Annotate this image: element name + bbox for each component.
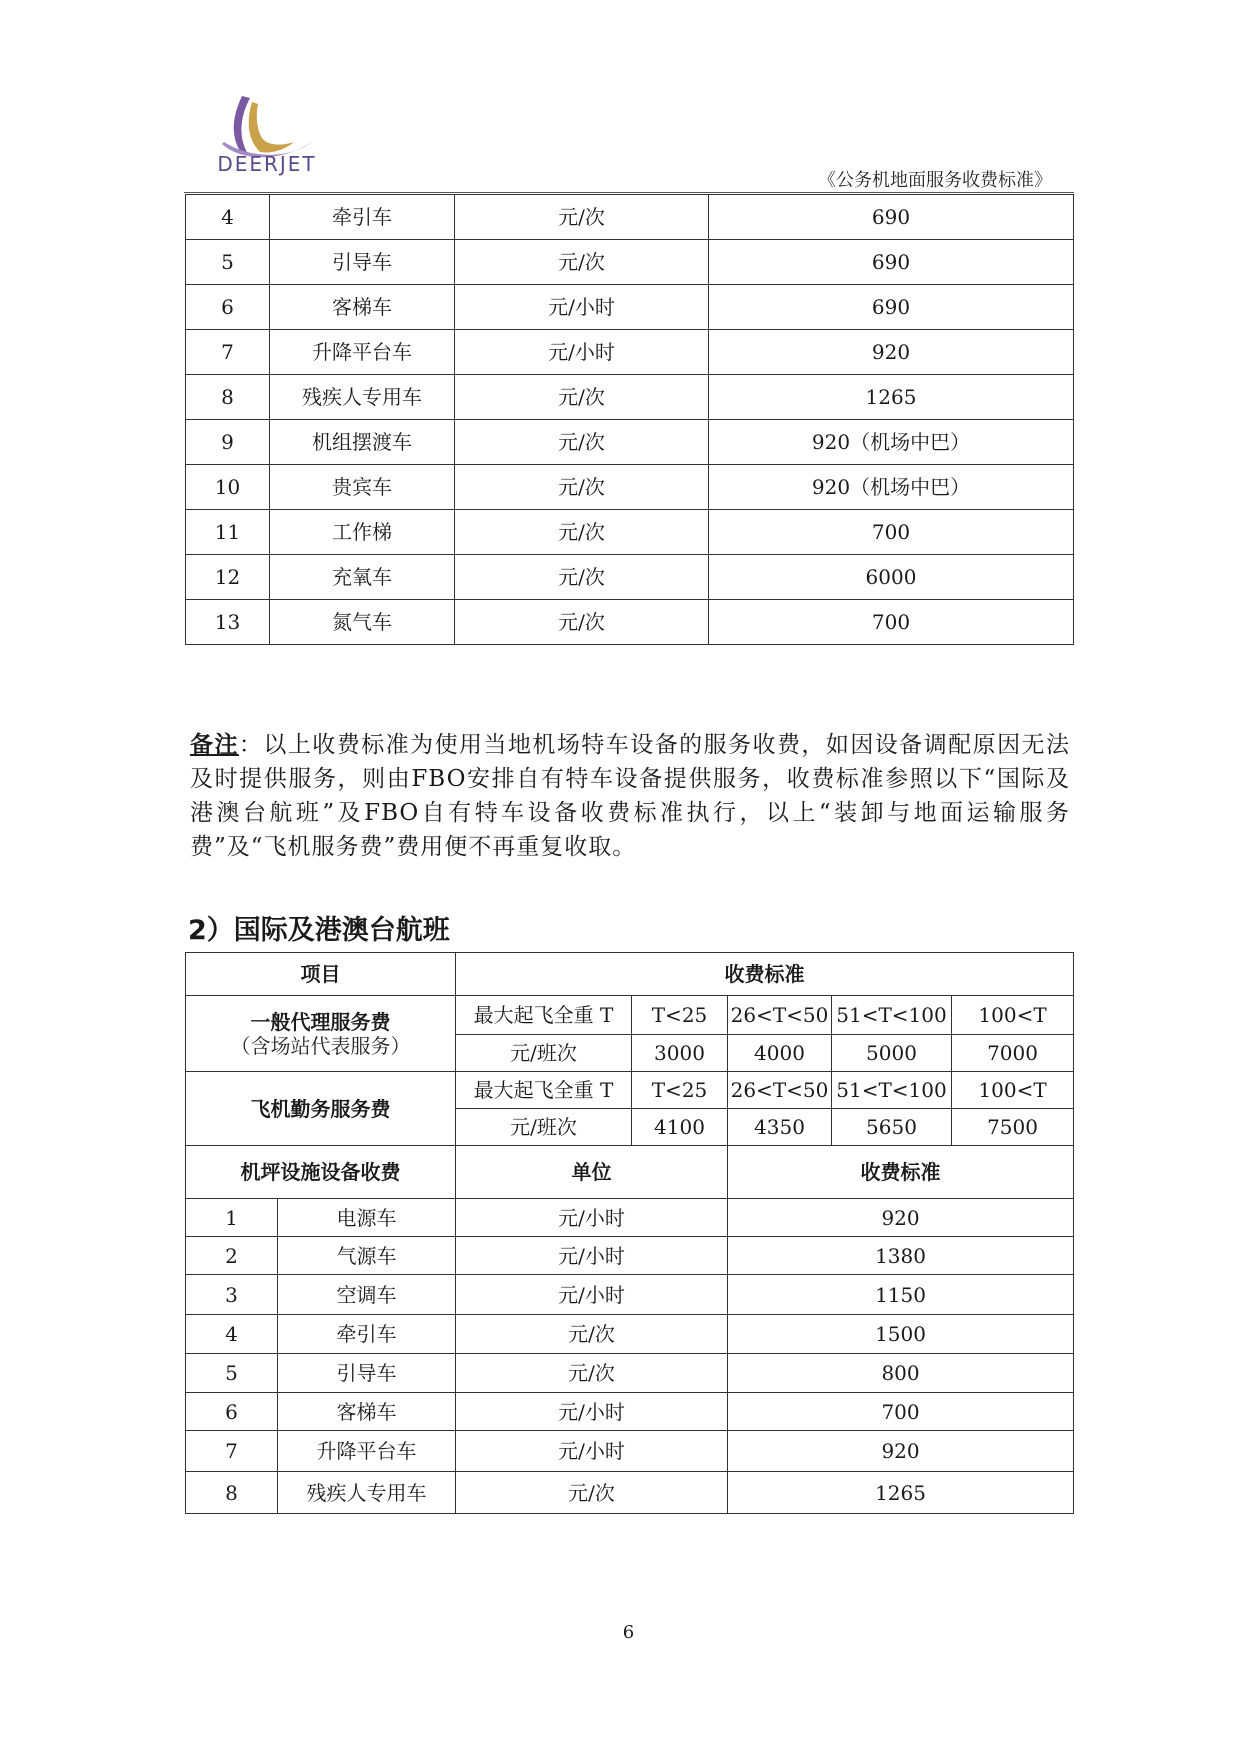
fee: 920 [728,1199,1074,1237]
price-cell: 4100 [632,1109,728,1146]
fee: 700 [709,600,1074,645]
table-row [186,1354,1074,1393]
general-agency-subtitle: （含场站代表服务） [230,1033,411,1058]
weight-range: 100<T [952,1072,1074,1109]
table-row [186,1237,1074,1275]
unit: 元/次 [455,510,709,555]
row-number: 8 [186,375,270,420]
table-header-row [186,953,1074,996]
unit-label: 元/班次 [456,1035,632,1072]
fee: 690 [709,240,1074,285]
table-row [186,375,1074,420]
international-fee-table [185,952,1074,1514]
aircraft-service-row [186,1072,1074,1109]
equipment-name: 机组摆渡车 [270,420,455,465]
table-row [186,1275,1074,1315]
unit: 元/次 [456,1472,728,1514]
price-cell: 7500 [952,1109,1074,1146]
page-number: 6 [622,1622,635,1643]
fee: 920 [728,1431,1074,1472]
weight-label: 最大起飞全重 T [456,996,632,1035]
table-row [186,1393,1074,1431]
price-cell: 5650 [832,1109,952,1146]
equipment-name: 充氧车 [270,555,455,600]
table-row [186,1315,1074,1354]
row-number: 13 [186,600,270,645]
unit: 元/次 [455,420,709,465]
equipment-name: 电源车 [278,1199,456,1237]
equipment-header-item: 机坪设施设备收费 [186,1146,456,1199]
table-row [186,600,1074,645]
unit: 元/次 [455,375,709,420]
row-number: 10 [186,465,270,510]
price-cell: 7000 [952,1035,1074,1072]
document-title: 《公务机地面服务收费标准》 [818,170,1052,191]
logo-text: DEERJET [217,152,317,176]
fee: 1380 [728,1237,1074,1275]
equipment-name: 引导车 [278,1354,456,1393]
table-row [186,195,1074,240]
equipment-name: 工作梯 [270,510,455,555]
row-number: 7 [186,1431,278,1472]
unit: 元/次 [455,600,709,645]
unit: 元/小时 [456,1275,728,1315]
weight-range: 26<T<50 [728,1072,832,1109]
row-number: 12 [186,555,270,600]
unit: 元/次 [456,1354,728,1393]
table-row [186,330,1074,375]
remark-label: 备注 [190,731,239,758]
row-number: 9 [186,420,270,465]
fee: 800 [728,1354,1074,1393]
equipment-name: 牵引车 [270,195,455,240]
row-number: 5 [186,240,270,285]
domestic-equipment-fee-table [185,194,1074,645]
fee: 6000 [709,555,1074,600]
section-heading: 2）国际及港澳台航班 [188,915,450,946]
fee: 920（机场中巴） [709,465,1074,510]
equipment-name: 客梯车 [270,285,455,330]
header-fee-standard: 收费标准 [456,953,1074,996]
fee: 1265 [728,1472,1074,1514]
table-row [186,285,1074,330]
table-row [186,1472,1074,1514]
unit-label: 元/班次 [456,1109,632,1146]
fee: 920 [709,330,1074,375]
unit: 元/次 [455,240,709,285]
fee: 1500 [728,1315,1074,1354]
equipment-name: 升降平台车 [270,330,455,375]
weight-range: 51<T<100 [832,996,952,1035]
weight-label: 最大起飞全重 T [456,1072,632,1109]
row-number: 4 [186,1315,278,1354]
fee: 690 [709,195,1074,240]
row-number: 8 [186,1472,278,1514]
row-number: 2 [186,1237,278,1275]
equipment-header-fee: 收费标准 [728,1146,1074,1199]
general-agency-cell [186,996,456,1072]
table-row [186,1199,1074,1237]
general-agency-title: 一般代理服务费 [250,1009,391,1034]
equipment-header-unit: 单位 [456,1146,728,1199]
price-cell: 3000 [632,1035,728,1072]
equipment-name: 残疾人专用车 [278,1472,456,1514]
row-number: 5 [186,1354,278,1393]
table-row [186,555,1074,600]
fee: 690 [709,285,1074,330]
fee: 1265 [709,375,1074,420]
fee: 920（机场中巴） [709,420,1074,465]
fee: 700 [728,1393,1074,1431]
row-number: 1 [186,1199,278,1237]
equipment-name: 引导车 [270,240,455,285]
row-number: 7 [186,330,270,375]
weight-range: T<25 [632,996,728,1035]
equipment-name: 客梯车 [278,1393,456,1431]
row-number: 4 [186,195,270,240]
unit: 元/小时 [456,1393,728,1431]
general-agency-row [186,996,1074,1035]
row-number: 6 [186,285,270,330]
unit: 元/小时 [455,330,709,375]
equipment-name: 牵引车 [278,1315,456,1354]
price-cell: 5000 [832,1035,952,1072]
price-cell: 4000 [728,1035,832,1072]
weight-range: 51<T<100 [832,1072,952,1109]
unit: 元/次 [455,555,709,600]
weight-range: 100<T [952,996,1074,1035]
aircraft-service-title: 飞机勤务服务费 [186,1072,456,1146]
unit: 元/小时 [455,285,709,330]
unit: 元/次 [456,1315,728,1354]
equipment-name: 空调车 [278,1275,456,1315]
header-item: 项目 [186,953,456,996]
equipment-name: 气源车 [278,1237,456,1275]
table-row [186,510,1074,555]
table-row [186,420,1074,465]
equipment-name: 氮气车 [270,600,455,645]
remark-paragraph [190,728,1070,864]
row-number: 3 [186,1275,278,1315]
table-row [186,240,1074,285]
unit: 元/次 [455,465,709,510]
unit: 元/次 [455,195,709,240]
unit: 元/小时 [456,1431,728,1472]
equipment-name: 残疾人专用车 [270,375,455,420]
fee: 700 [709,510,1074,555]
table-row [186,1431,1074,1472]
row-number: 6 [186,1393,278,1431]
remark-text: ：以上收费标准为使用当地机场特车设备的服务收费，如因设备调配原因无法及时提供服务，则由FBO安排自有特车设备提供服务，收费标准参照以下“国际及港澳台航班”及FBO自有特车设备收费标准执行，以上“装卸与地面运输服务费”及“飞机服务费”费用便不再重复收取。 [190,732,1071,860]
table-row [186,465,1074,510]
price-cell: 4350 [728,1109,832,1146]
equipment-header-row [186,1146,1074,1199]
unit: 元/小时 [456,1199,728,1237]
equipment-name: 贵宾车 [270,465,455,510]
weight-range: 26<T<50 [728,996,832,1035]
header-divider [184,192,1074,193]
fee: 1150 [728,1275,1074,1315]
weight-range: T<25 [632,1072,728,1109]
equipment-name: 升降平台车 [278,1431,456,1472]
unit: 元/小时 [456,1237,728,1275]
row-number: 11 [186,510,270,555]
